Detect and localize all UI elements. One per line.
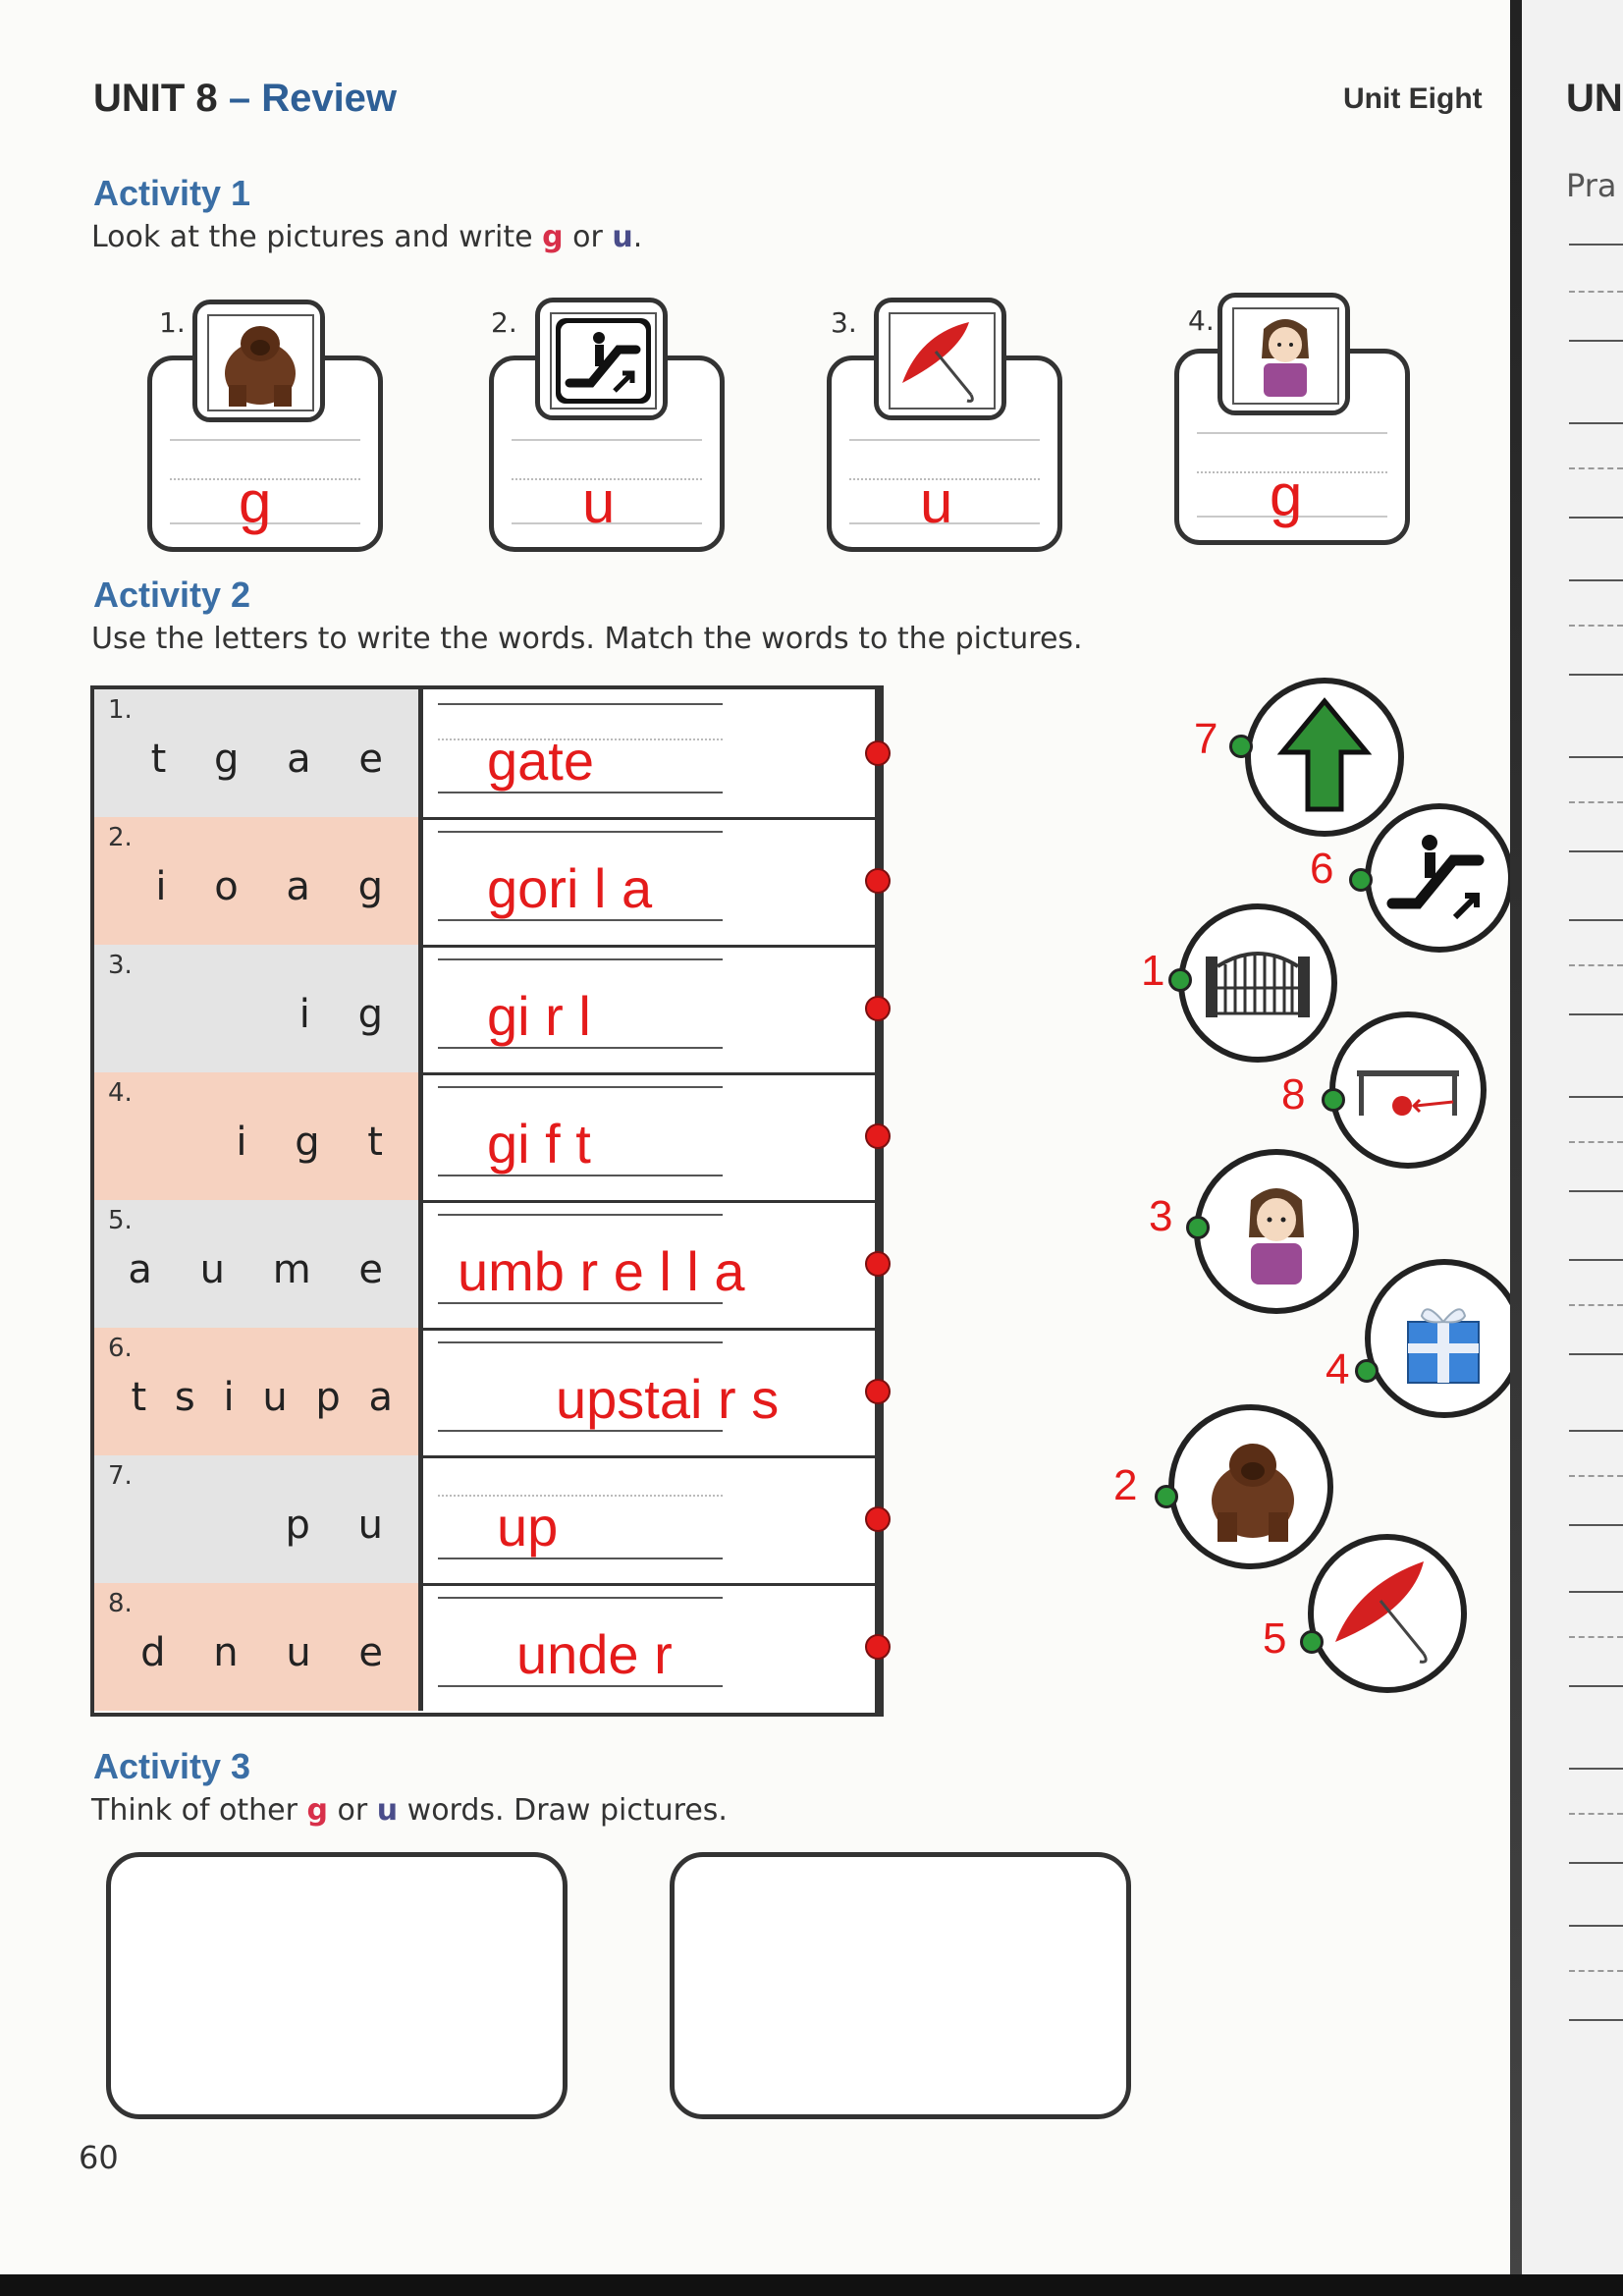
picture-circle-8 [1329,1011,1487,1169]
match-dot[interactable] [865,1506,891,1532]
next-page-edge [1522,0,1623,2296]
activity2-instruction: Use the letters to write the words. Match the words to the pictures. [91,622,1083,656]
activity1-answer-4[interactable]: g [1270,463,1303,528]
match-dot[interactable] [865,1251,891,1277]
umbrella-icon [889,312,996,410]
answer-word[interactable]: unde r [516,1623,673,1685]
escalator-icon [1371,809,1508,947]
answer-word[interactable]: upstai r s [556,1368,780,1430]
match-dot[interactable] [1168,968,1192,992]
match-dot[interactable] [1355,1359,1379,1383]
activity1-num-2: 2. [491,306,517,339]
picture-number: 4 [1325,1345,1350,1394]
activity1-answer-3[interactable]: u [920,469,953,535]
scrambled-letters: i g [298,992,401,1037]
activity1-pic-frame-4 [1217,293,1350,415]
table-row: 7. p u up [94,1455,880,1586]
answer-word[interactable]: umb r e l l a [458,1240,745,1302]
activity1-heading: Activity 1 [93,173,251,213]
match-dot[interactable] [865,1634,891,1660]
activity1-pic-frame-2 [535,298,668,420]
girl-icon [1200,1155,1353,1308]
table-row: 4. i g t gi f t [94,1072,880,1203]
picture-circle-3 [1194,1149,1359,1314]
picture-number: 6 [1310,845,1334,893]
drawing-box-1[interactable] [106,1852,568,2119]
running-header: Unit Eight [1343,82,1483,115]
activity1-answer-2[interactable]: u [582,469,616,535]
activity2-heading: Activity 2 [93,574,251,615]
picture-number: 8 [1281,1070,1306,1119]
answer-word[interactable]: up [497,1496,559,1558]
next-page-title: UN [1566,77,1623,120]
review-label: Review [261,77,398,120]
drawing-box-2[interactable] [670,1852,1131,2119]
match-dot[interactable] [1186,1216,1210,1239]
table-row: 5. a u m e umb r e l l a [94,1200,880,1331]
scrambled-letters: a u m e [128,1247,401,1292]
picture-circle-5 [1308,1534,1467,1693]
girl-icon [1232,307,1339,405]
scrambled-letters: t s i u p a [131,1375,401,1420]
match-dot[interactable] [1322,1088,1345,1112]
table-row: 8. d n u e unde r [94,1583,880,1711]
gate-icon [1184,909,1331,1057]
match-dot[interactable] [1300,1630,1324,1654]
table-row: 1. t g a e gate [94,689,880,820]
next-page-subtitle: Pra [1566,167,1617,204]
picture-number: 3 [1149,1192,1173,1240]
word-scramble-table [90,685,884,1717]
activity1-answer-1[interactable]: g [239,469,272,535]
scrambled-letters: i g t [236,1120,401,1165]
activity3-instruction: Think of other g or u words. Draw pictures. [91,1793,728,1828]
picture-circle-1 [1178,903,1337,1063]
activity1-pic-frame-1 [192,300,325,422]
match-dot[interactable] [865,868,891,894]
gift-icon [1371,1265,1518,1412]
activity1-instruction: Look at the pictures and write g or u. [91,220,643,254]
picture-number: 1 [1141,947,1165,995]
scan-edge [0,2274,1623,2296]
match-dot[interactable] [865,740,891,766]
table-row: 6. t s i u p a upstai r s [94,1328,880,1458]
picture-circle-2 [1168,1404,1333,1569]
answer-word[interactable]: gi f t [487,1113,591,1175]
scrambled-letters: i o a g [155,864,401,909]
picture-number: 5 [1263,1614,1287,1663]
match-dot[interactable] [865,1379,891,1404]
scrambled-letters: t g a e [150,737,401,782]
scrambled-letters: d n u e [140,1630,401,1675]
picture-number: 2 [1113,1461,1138,1509]
scrambled-letters: p u [285,1503,401,1548]
answer-word[interactable]: gori l a [487,857,653,919]
picture-circle-4 [1365,1259,1524,1418]
activity1-num-1: 1. [159,306,186,339]
match-dot[interactable] [865,996,891,1021]
page-number: 60 [79,2139,119,2176]
activity1-num-4: 4. [1188,304,1215,337]
match-dot[interactable] [1229,735,1253,758]
match-dot[interactable] [1155,1485,1178,1508]
activity1-num-3: 3. [831,306,857,339]
activity1-pic-frame-3 [874,298,1006,420]
under-table-icon [1335,1017,1481,1163]
picture-number: 7 [1194,715,1218,763]
book-spine [1510,0,1522,2296]
answer-word[interactable]: gate [487,730,594,792]
match-dot[interactable] [865,1123,891,1149]
gorilla-icon [1174,1410,1327,1563]
picture-circle-6 [1365,803,1514,953]
activity3-heading: Activity 3 [93,1746,251,1786]
match-dot[interactable] [1349,868,1373,892]
escalator-icon [550,312,657,410]
page-title: UNIT 8 – Review [93,77,398,120]
table-row: 2. i o a g gori l a [94,817,880,948]
table-row: 3. i g gi r l [94,945,880,1075]
answer-word[interactable]: gi r l [487,985,591,1047]
gorilla-icon [207,314,314,411]
umbrella-icon [1314,1540,1461,1687]
